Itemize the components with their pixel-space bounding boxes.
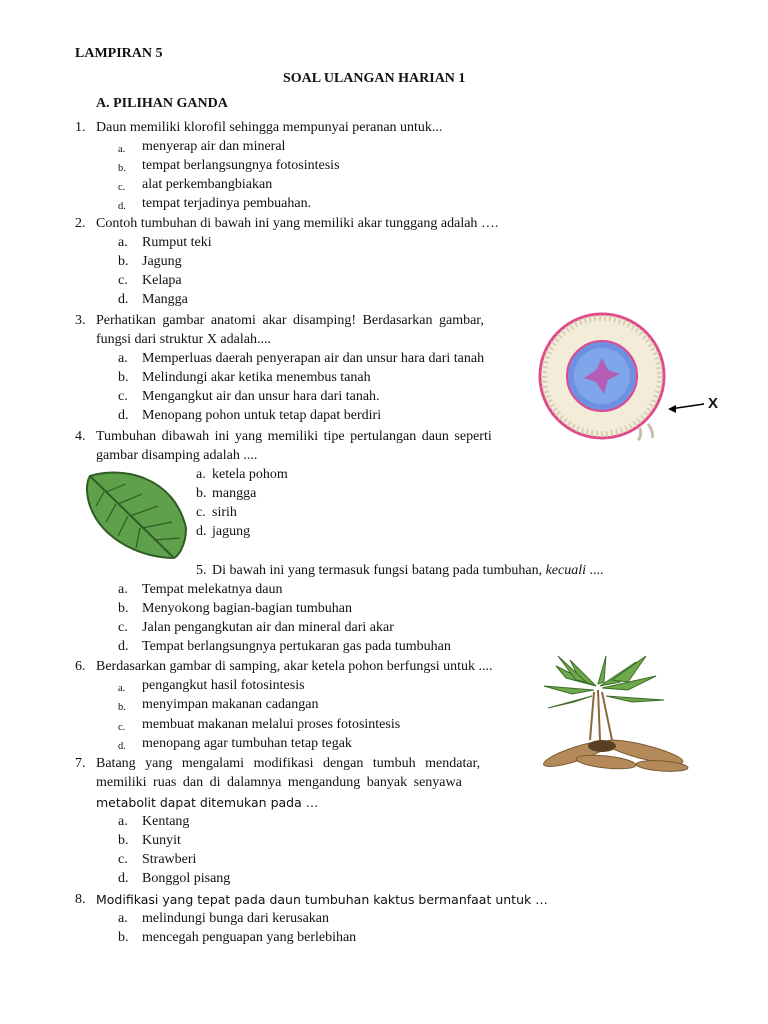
option-text: Kentang [142,814,190,829]
option-text: menopang agar tumbuhan tetap tegak [142,736,352,751]
question-text-italic: kecuali [545,563,587,578]
question-number: 2. [75,216,86,231]
question-text-line1: Tumbuhan dibawah ini yang memiliki tipe pertulangan daun seperti [96,429,492,444]
option-letter: a. [118,144,126,155]
option-letter: c. [118,182,126,193]
leaf-image [82,466,192,562]
option-letter: b. [196,486,207,501]
option-text: Menyokong bagian-bagian tumbuhan [142,601,352,616]
option-letter: d. [118,639,129,654]
option-letter: d. [118,741,126,752]
option-letter: c. [118,852,128,867]
option-letter: b. [118,702,126,713]
option-text: Melindungi akar ketika menembus tanah [142,370,371,385]
option-text: Jagung [142,254,182,269]
option-text: Menopang pohon untuk tetap dapat berdiri [142,408,382,423]
question-text-main: Di bawah ini yang termasuk fungsi batang pada tumbuhan, [212,563,543,578]
option-letter: b. [118,833,129,848]
option-text: Strawberi [142,852,197,867]
question-text [212,561,604,580]
question-text-line1: Batang yang mengalami modifikasi dengan tumbuh mendatar, [96,756,481,771]
lampiran-label: LAMPIRAN 5 [75,46,163,61]
option-letter: a. [118,683,126,694]
question-number: 5. [196,563,207,578]
option-letter: b. [118,930,129,945]
option-letter: b. [118,601,129,616]
question-text-line2: memiliki ruas dan di dalamnya mengandung banyak senyawa [96,775,462,790]
option-text: Memperluas daerah penyerapan air dan unsur hara dari tanah [142,351,485,366]
option-letter: a. [118,911,128,926]
option-letter: c. [118,620,128,635]
option-text: tempat berlangsungnya fotosintesis [142,158,340,173]
question-text: Contoh tumbuhan di bawah ini yang memiliki akar tunggang adalah …. [96,216,499,231]
option-letter: a. [118,582,128,597]
question-number: 6. [75,659,86,674]
question-text: Modifikasi yang tepat pada daun tumbuhan kaktus bermanfaat untuk … [96,892,548,907]
option-text: membuat makanan melalui proses fotosintesis [142,717,401,732]
question-number: 1. [75,120,86,135]
question-text: Berdasarkan gambar di samping, akar ketela pohon berfungsi untuk .... [96,659,493,674]
option-text: jagung [212,524,251,539]
option-text: Tempat melekatnya daun [142,582,283,597]
option-text: Tempat berlangsungnya pertukaran gas pada tumbuhan [142,639,451,654]
option-letter: d. [118,871,129,886]
section-heading: A. PILIHAN GANDA [96,96,228,111]
option-text: melindungi bunga dari kerusakan [142,911,330,926]
option-text: mangga [212,486,257,501]
option-letter: a. [118,235,128,250]
option-letter: b. [118,254,129,269]
question-number: 4. [75,429,86,444]
option-text: Kelapa [142,273,182,288]
option-text: menyerap air dan mineral [142,139,286,154]
option-letter: a. [118,351,128,366]
option-text: sirih [212,505,237,520]
option-letter: b. [118,163,126,174]
option-text: alat perkembangbiakan [142,177,273,192]
question-number: 7. [75,756,86,771]
cassava-plant-image [536,656,696,776]
option-letter: b. [118,370,129,385]
option-letter: d. [118,292,129,307]
option-text: pengangkut hasil fotosintesis [142,678,305,693]
option-text: Kunyit [142,833,181,848]
question-text: Daun memiliki klorofil sehingga mempunyai peranan untuk... [96,120,443,135]
question-number: 8. [75,892,86,907]
option-text: Rumput teki [142,235,212,250]
question-text-end: .... [589,563,604,578]
option-letter: c. [118,722,126,733]
page-title: SOAL ULANGAN HARIAN 1 [283,71,466,86]
option-text: Bonggol pisang [142,871,231,886]
figure-label-x: X [708,395,719,412]
option-text: Mengangkut air dan unsur hara dari tanah. [142,389,380,404]
question-number: 3. [75,313,86,328]
question-text-line2: gambar disamping adalah .... [96,448,258,463]
question-text-line1: Perhatikan gambar anatomi akar disamping! Berdasarkan gambar, [96,313,484,328]
option-letter: c. [196,505,206,520]
option-letter: d. [118,201,126,212]
option-letter: d. [196,524,207,539]
option-text: tempat terjadinya pembuahan. [142,196,312,211]
question-text-line2: fungsi dari struktur X adalah.... [96,332,271,347]
option-letter: c. [118,273,128,288]
option-letter: c. [118,389,128,404]
question-text-line3: metabolit dapat ditemukan pada … [96,795,319,810]
option-text: ketela pohom [212,467,288,482]
option-text: menyimpan makanan cadangan [142,697,319,712]
option-text: Jalan pengangkutan air dan mineral dari akar [142,620,394,635]
option-letter: a. [118,814,128,829]
option-text: mencegah penguapan yang berlebihan [142,930,357,945]
option-letter: d. [118,408,129,423]
root-cross-section-image [536,312,726,442]
option-letter: a. [196,467,206,482]
option-text: Mangga [142,292,188,307]
